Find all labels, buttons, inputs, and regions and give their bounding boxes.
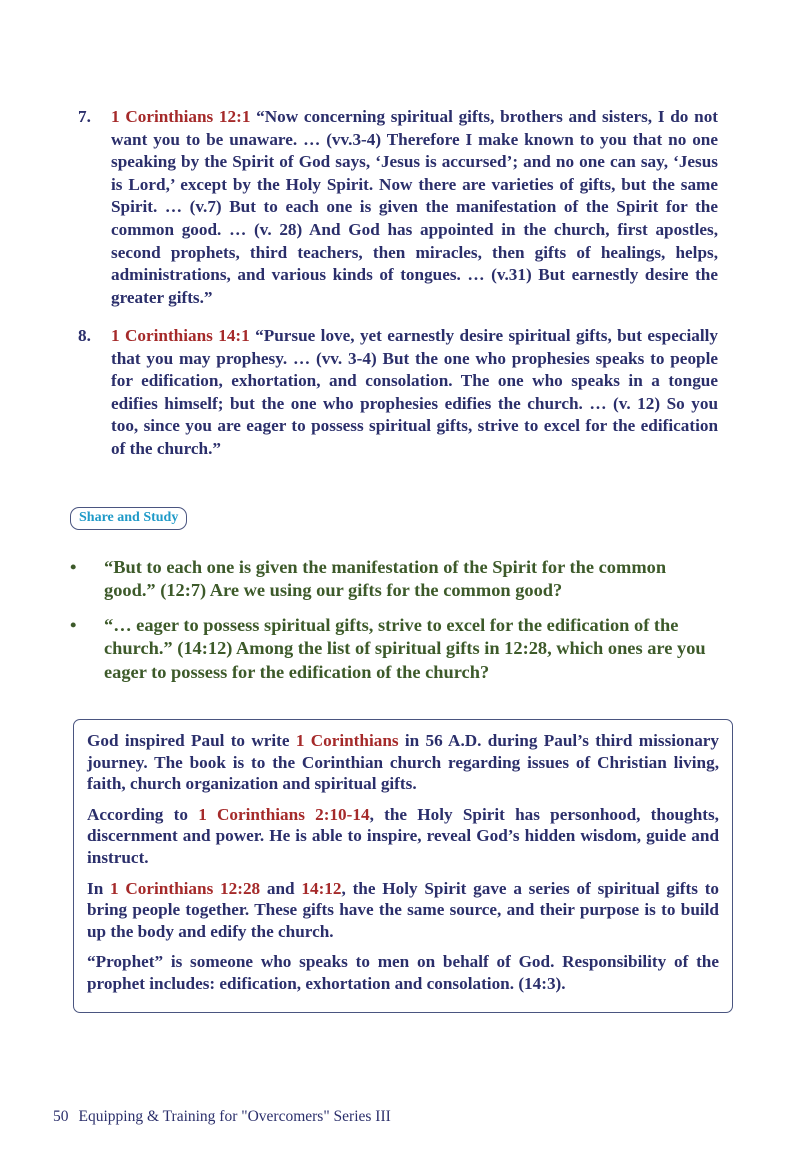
item-number: 8. bbox=[78, 326, 91, 345]
scripture-reference: 1 Corinthians 14:1 bbox=[111, 326, 250, 345]
study-question-text: “… eager to possess spiritual gifts, strive to excel for the edification of the church.” (14:12) Among the list of spiritual gifts in 12:28, which ones are you eager to possess for the edification of the church? bbox=[104, 615, 706, 682]
info-paragraph-4: “Prophet” is someone who speaks to men on behalf of God. Responsibility of the prophet includes: edification, exhortation and consolation. (14:3). bbox=[87, 952, 719, 993]
text: , the Holy Spirit has personhood, thoughts, discernment and power. He is able to inspire, reveal God’s hidden wisdom, guide and instruct. bbox=[87, 804, 719, 867]
study-question-text: “But to each one is given the manifestation of the Spirit for the common good.” (12:7) Are we using our gifts for the common good? bbox=[104, 557, 667, 601]
text: , the Holy Spirit gave a series of spiritual gifts to bring people together. These gifts have the same source, and their purpose is to build up the body and edify the church. bbox=[87, 878, 720, 941]
page-footer bbox=[53, 1108, 391, 1126]
scripture-quote: “Now concerning spiritual gifts, brothers and sisters, I do not want you to be unaware. … (vv.3-4) Therefore I make known to you that no one speaking by the Spirit of God says, ‘Jesus is accursed’; and no one can say, ‘Jesus is Lord,’ except by the Holy Spirit. Now there are varieties of gifts, but the same Spirit. … (v.7) But to each one is given the manifestation of the Spirit for the common good. … (v. 28) And God has appointed in the church, first apostles, second prophets, third teachers, then miracles, then gifts of healings, helps, administrations, and various kinds of tongues. … (v.31) But earnestly desire the greater gifts.” bbox=[111, 107, 719, 307]
scripture-quote: “Pursue love, yet earnestly desire spiritual gifts, but especially that you may prophesy. … (vv. 3-4) But the one who prophesies speaks to people for edification, exhortation, and consolation. The one who speaks in a tongue edifies himself; but the one who prophesies edifies the church. … (v. 12) So you too, since you are eager to possess spiritual gifts, strive to excel for the edification of the church.” bbox=[111, 326, 719, 458]
text: In bbox=[87, 878, 111, 898]
item-number: 7. bbox=[78, 107, 91, 126]
text: According to bbox=[87, 804, 199, 824]
scripture-reference: 14:12 bbox=[301, 878, 342, 898]
text: and bbox=[260, 878, 302, 898]
list-item-8 bbox=[78, 325, 718, 461]
background-info-box bbox=[73, 719, 733, 1013]
bullet-icon: • bbox=[70, 615, 77, 635]
info-paragraph-2 bbox=[87, 804, 719, 869]
bullet-icon: • bbox=[70, 557, 77, 577]
info-paragraph-1 bbox=[87, 730, 719, 795]
scripture-reference: 1 Corinthians 12:1 bbox=[111, 107, 251, 126]
list-item-7 bbox=[78, 106, 718, 309]
scripture-reference: 1 Corinthians 12:28 bbox=[110, 878, 261, 898]
book-title: Equipping & Training for "Overcomers" Series III bbox=[78, 1108, 391, 1125]
text: God inspired Paul to write bbox=[87, 731, 296, 750]
scripture-reference: 1 Corinthians 2:10-14 bbox=[198, 804, 370, 824]
study-question-1 bbox=[70, 556, 710, 603]
page-number: 50 bbox=[53, 1108, 69, 1125]
text: in 56 A.D. during Paul’s third missionary journey. The book is to the Corinthian church regarding issues of Christian living, faith, church organization and spiritual gifts. bbox=[87, 731, 720, 794]
share-and-study-badge: Share and Study bbox=[70, 507, 187, 530]
scripture-reference: 1 Corinthians bbox=[295, 731, 399, 750]
info-paragraph-3 bbox=[87, 878, 719, 943]
study-question-2 bbox=[70, 614, 710, 684]
